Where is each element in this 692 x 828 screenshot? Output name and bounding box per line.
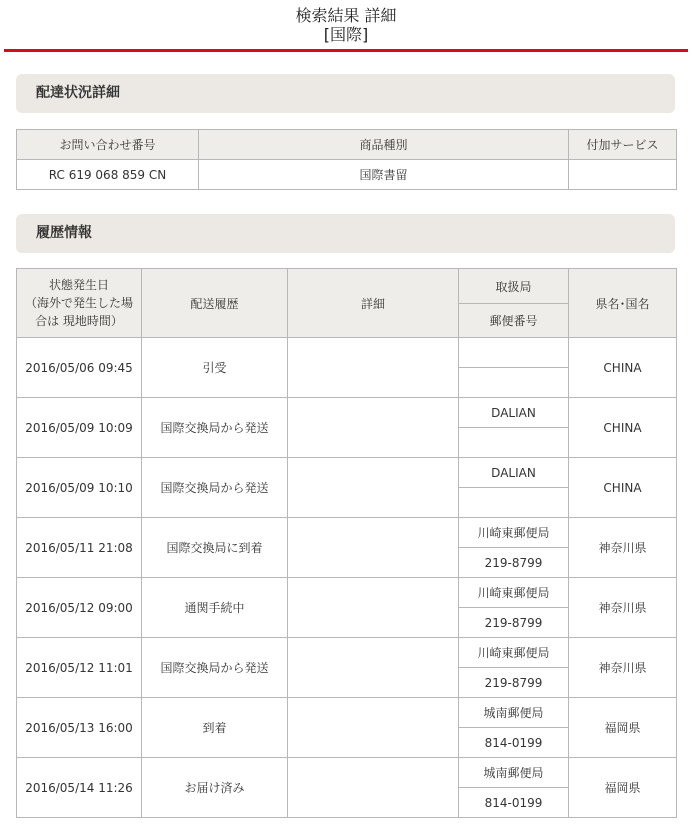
history-event: 国際交換局から発送 (142, 458, 288, 518)
history-postal: 814-0199 (459, 788, 569, 818)
history-row (17, 698, 677, 728)
history-date: 2016/05/12 09:00 (17, 578, 142, 638)
history-region: CHINA (569, 458, 677, 518)
history-row (17, 338, 677, 368)
page-header (0, 0, 692, 44)
history-date: 2016/05/13 16:00 (17, 698, 142, 758)
history-row (17, 518, 677, 548)
summary-table (16, 129, 677, 190)
header-date-line3: 合は 現地時間） (35, 314, 123, 328)
history-row (17, 398, 677, 428)
history-event: お届け済み (142, 758, 288, 818)
header-office: 取扱局 (459, 269, 569, 304)
history-date: 2016/05/06 09:45 (17, 338, 142, 398)
tracking-number: RC 619 068 859 CN (17, 160, 199, 190)
history-postal: 219-8799 (459, 548, 569, 578)
history-detail (288, 518, 459, 578)
history-office: 川崎東郵便局 (459, 518, 569, 548)
history-detail (288, 758, 459, 818)
history-event: 通関手続中 (142, 578, 288, 638)
history-table (16, 268, 677, 818)
history-date: 2016/05/09 10:10 (17, 458, 142, 518)
additional-service (569, 160, 677, 190)
history-detail (288, 578, 459, 638)
header-region: 県名･国名 (569, 269, 677, 338)
history-office: 川崎東郵便局 (459, 578, 569, 608)
history-row (17, 638, 677, 668)
history-postal (459, 368, 569, 398)
history-row (17, 758, 677, 788)
history-office: DALIAN (459, 398, 569, 428)
history-detail (288, 338, 459, 398)
history-date: 2016/05/14 11:26 (17, 758, 142, 818)
header-item-type: 商品種別 (199, 130, 569, 160)
history-event: 国際交換局に到着 (142, 518, 288, 578)
history-date: 2016/05/09 10:09 (17, 398, 142, 458)
history-detail (288, 458, 459, 518)
delivery-status-section-title: 配達状況詳細 (16, 74, 675, 113)
header-tracking-number: お問い合わせ番号 (17, 130, 199, 160)
header-date-line2: （海外で発生した場 (24, 296, 133, 310)
history-postal: 219-8799 (459, 608, 569, 638)
history-event: 国際交換局から発送 (142, 638, 288, 698)
history-row (17, 578, 677, 608)
history-office (459, 338, 569, 368)
history-event: 国際交換局から発送 (142, 398, 288, 458)
history-date: 2016/05/12 11:01 (17, 638, 142, 698)
history-office: 城南郵便局 (459, 698, 569, 728)
header-detail: 詳細 (288, 269, 459, 338)
history-section-title: 履歴情報 (16, 214, 675, 253)
header-event: 配送履歴 (142, 269, 288, 338)
history-event: 到着 (142, 698, 288, 758)
history-row (17, 458, 677, 488)
header-date (17, 269, 142, 338)
history-office: DALIAN (459, 458, 569, 488)
history-detail (288, 398, 459, 458)
history-region: 神奈川県 (569, 578, 677, 638)
header-date-line1: 状態発生日 (48, 278, 109, 292)
history-region: CHINA (569, 338, 677, 398)
history-postal (459, 488, 569, 518)
history-region: CHINA (569, 398, 677, 458)
history-region: 神奈川県 (569, 518, 677, 578)
page-title: 検索結果 詳細 (295, 6, 397, 25)
item-type: 国際書留 (199, 160, 569, 190)
history-postal: 814-0199 (459, 728, 569, 758)
history-detail (288, 698, 459, 758)
history-region: 神奈川県 (569, 638, 677, 698)
history-region: 福岡県 (569, 698, 677, 758)
history-postal: 219-8799 (459, 668, 569, 698)
history-postal (459, 428, 569, 458)
header-divider (4, 49, 688, 52)
history-date: 2016/05/11 21:08 (17, 518, 142, 578)
history-detail (288, 638, 459, 698)
page-subtitle: [国際] (323, 25, 369, 44)
history-office: 川崎東郵便局 (459, 638, 569, 668)
history-region: 福岡県 (569, 758, 677, 818)
header-postal: 郵便番号 (459, 304, 569, 338)
header-additional-service: 付加サービス (569, 130, 677, 160)
history-event: 引受 (142, 338, 288, 398)
history-office: 城南郵便局 (459, 758, 569, 788)
